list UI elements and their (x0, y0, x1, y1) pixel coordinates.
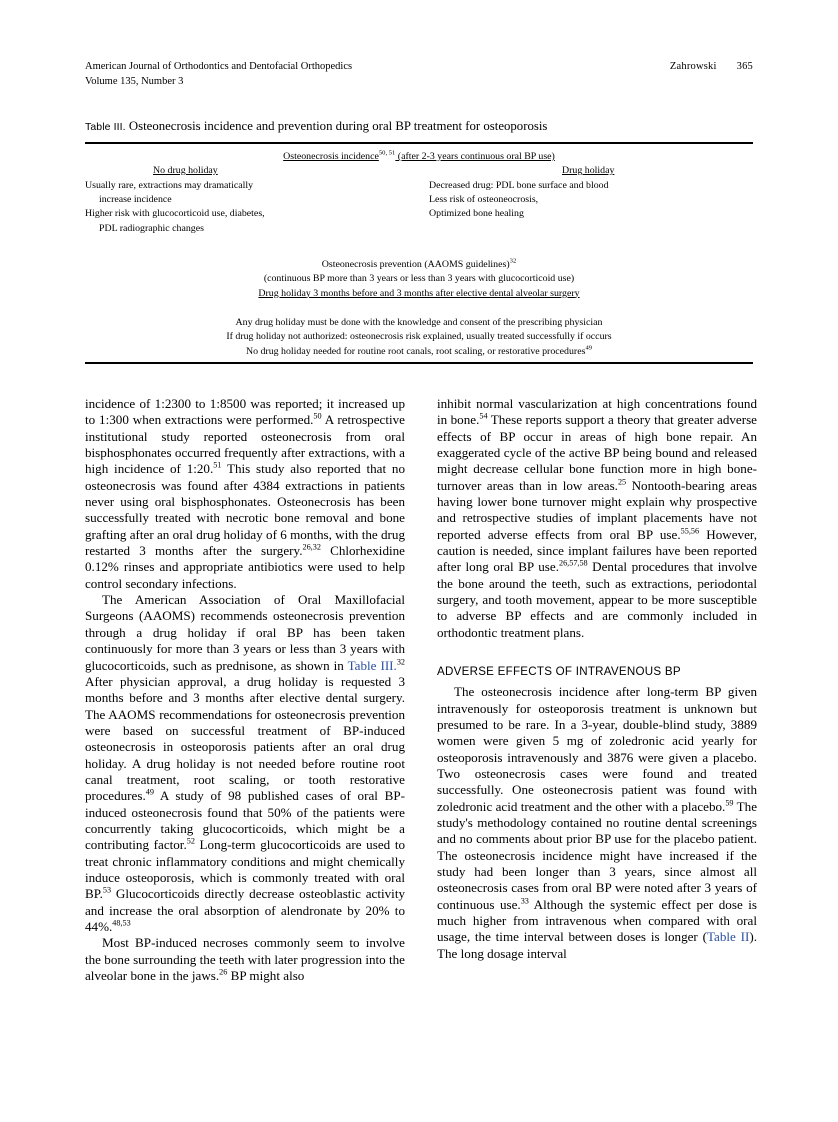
prevention-heading-main: Osteonecrosis prevention (AAOMS guidelines) (321, 259, 510, 271)
right-text-column (437, 396, 757, 984)
no-drug-holiday-header: No drug holiday (153, 165, 218, 176)
citation-ref: 33 (520, 896, 529, 906)
paragraph-text: Long-term glucocorticoids are used to treat chronic inflammatory conditions and might chemically induce osteoporosis, which is commonly treated with oral BP. (85, 837, 405, 902)
paragraph (437, 396, 757, 641)
paragraph-text: A retrospective institutional study reported osteonecrosis from oral bisphosphonates occurred frequently after extractions, with a high incidence of 1:20. (85, 412, 405, 477)
paragraph-text: This study also reported that no osteonecrosis was found after 4384 extractions in patients never using oral bisphosphonates. Osteonecrosis has been successfully treated with necrotic bone removal and bone grafting after an oral drug holiday of 6 months, with the drug restarted 3 months after the surgery. (85, 461, 405, 559)
prevention-recommendation: Drug holiday 3 months before and 3 months after elective dental alveolar surgery (258, 287, 580, 299)
running-head (85, 60, 753, 89)
paragraph-text: Chlorhexidine 0.12% rinses and appropriate antibiotics were used to help control secondary infections. (85, 543, 405, 591)
paragraph-text: Although the systemic effect per dose is much higher from intravenous when compared with oral usage, the time interval between doses is longer ( (437, 896, 757, 945)
table-three (85, 118, 753, 364)
table-note-three-text: No drug holiday needed for routine root canals, root scaling, or restorative procedures (245, 345, 586, 357)
table-row: Usually rare, extractions may dramatically (85, 179, 254, 191)
citation-ref: 53 (102, 885, 112, 895)
citation-ref: 48,53 (112, 918, 131, 928)
table-three-link[interactable]: Table III. (347, 657, 397, 673)
paragraph (85, 592, 405, 935)
citation-ref: 26,32 (302, 542, 321, 552)
page-number: 365 (736, 61, 753, 72)
paragraph (85, 935, 405, 984)
journal-name: American Journal of Orthodontics and Dentofacial Orthopedics (85, 61, 353, 72)
citation-ref: 25 (617, 477, 627, 487)
table-body (85, 144, 753, 362)
citation-ref: 50 (313, 411, 322, 421)
table-bottom-rule (85, 362, 753, 364)
incidence-heading-sup: 50, 51 (378, 149, 396, 157)
citation-ref: 52 (186, 836, 195, 846)
drug-holiday-column (419, 164, 753, 236)
drug-holiday-header: Drug holiday (562, 165, 615, 176)
citation-ref: 51 (213, 461, 222, 471)
prevention-spacer (85, 301, 753, 316)
table-label: Table III. (85, 121, 126, 133)
incidence-heading (85, 150, 753, 163)
table-two-link[interactable]: Table II (706, 929, 750, 945)
citation-ref: 32 (396, 657, 405, 667)
paragraph-text: BP might also (227, 968, 305, 984)
prevention-heading (85, 258, 753, 272)
table-row: Less risk of osteoneocrosis, (429, 193, 539, 205)
table-note-two: If drug holiday not authorized: osteonecrosis risk explained, usually treated successfully if occurs (226, 331, 612, 343)
prevention-heading-sup: 32 (509, 257, 517, 265)
prevention-criteria: (continuous BP more than 3 years or less than 3 years with glucocorticoid use) (263, 273, 575, 285)
paragraph-text: However, caution is needed, since implant failures have been reported after long oral BP use. (437, 526, 758, 575)
citation-ref: 59 (725, 798, 734, 808)
table-note-three (85, 345, 753, 359)
paragraph-text: inhibit normal vascularization at high concentrations found in bone. (437, 396, 757, 428)
citation-ref: 26,57,58 (558, 559, 588, 569)
paragraph-text: Most BP-induced necroses commonly seem to involve the bone surrounding the teeth with later progression into the alveolar bone in the jaws. (85, 935, 405, 984)
paragraph-text: These reports support a theory that greater adverse effects of BP occur in areas of high bone repair. An exaggerated cycle of the active BP being bound and released might decrease cellular bone function more in high bone-turnover areas than in low areas. (437, 412, 757, 493)
citation-ref: 54 (479, 411, 488, 421)
table-row: Decreased drug: PDL bone surface and blood (429, 179, 609, 191)
incidence-heading-tail: (after 2-3 years continuous oral BP use) (395, 151, 555, 162)
no-drug-holiday-column (85, 164, 419, 236)
paragraph-text: The study's methodology contained no routine dental screenings and no comments about prior BP use for the placebo patient. The osteonecrosis incidence might have increased if the study had been longer than 3 years, since almost all osteonecrosis cases from oral BP were noted after 3 years of continuous use. (437, 798, 758, 912)
paragraph-text: Dental procedures that involve the bone around the teeth, such as extractions, periodontal surgery, and tooth movement, appear to be more susceptible to adverse BP effects and are commonly included in orthodontic treatment plans. (437, 559, 757, 640)
paragraph-text: Nontooth-bearing areas having lower bone turnover might explain why prospective and retrospective studies of implant placements have not reported adverse effects from oral BP use. (437, 477, 757, 542)
citation-ref: 55,56 (680, 526, 700, 536)
body-text (85, 396, 757, 984)
citation-ref: 49 (145, 787, 154, 797)
paragraph-text: incidence of 1:2300 to 1:8500 was reported; it increased up to 1:300 when extractions were performed. (85, 396, 405, 428)
paragraph-text: ). The long dosage interval (437, 929, 757, 961)
author-name: Zahrowski (669, 61, 717, 72)
volume-issue: Volume 135, Number 3 (85, 75, 184, 87)
incidence-columns (85, 164, 753, 236)
table-title: Osteonecrosis incidence and prevention during oral BP treatment for osteoporosis (128, 119, 548, 133)
paragraph-text: After physician approval, a drug holiday is requested 3 months before and 3 months after elective dental surgery. The AAOMS recommendations for osteonecrosis prevention were based on successful treatment of BP-induced osteonecrosis in osteoporosis patients after an oral drug holiday. A drug holiday is not needed before routine root canal treatment, root scaling, or tooth restorative procedures. (85, 673, 405, 804)
paragraph (85, 396, 405, 592)
table-row: PDL radiographic changes (99, 222, 204, 234)
table-row: increase incidence (99, 193, 172, 205)
running-head-right (670, 60, 753, 75)
citation-ref: 26 (219, 967, 228, 977)
table-row: Optimized bone healing (429, 208, 524, 220)
prevention-section (85, 258, 753, 359)
table-caption (85, 118, 753, 135)
paragraph-text: The osteonecrosis incidence after long-term BP given intravenously for osteoporosis treatment is unknown but presumed to be rare. In a 3-year, double-blind study, 3889 women were given 5 mg of zoledronic acid yearly for osteoporosis intravenously and 3876 were given a placebo. Two osteonecrosis cases were found and treated successfully. One osteonecrosis patient was found with zoledronic acid treatment and the other with a placebo. (437, 684, 757, 814)
incidence-heading-main: Osteonecrosis incidence (283, 151, 379, 162)
paragraph-text: A study of 98 published cases of oral BP-induced osteonecrosis found that 50% of the patients were concurrently taking glucocorticoids, which might be a contributing factor. (85, 788, 405, 853)
left-text-column (85, 396, 405, 984)
table-note-three-sup: 49 (585, 344, 593, 352)
section-heading: ADVERSE EFFECTS OF INTRAVENOUS BP (437, 665, 681, 679)
paragraph-text: The American Association of Oral Maxillofacial Surgeons (AAOMS) recommends osteonecrosis prevention through a drug holiday if oral BP has been taken continuously for more than 3 years or less than 3 years with glucocorticoids, such as prednisone, as shown in (85, 592, 405, 673)
paragraph-text: Glucocorticoids directly decrease osteoblastic activity and increase the oral absorption of alendronate by 20% to 44%. (85, 886, 405, 934)
table-note-one: Any drug holiday must be done with the knowledge and consent of the prescribing physician (235, 316, 603, 328)
paragraph (437, 684, 757, 962)
table-row: Higher risk with glucocorticoid use, diabetes, (85, 208, 265, 220)
